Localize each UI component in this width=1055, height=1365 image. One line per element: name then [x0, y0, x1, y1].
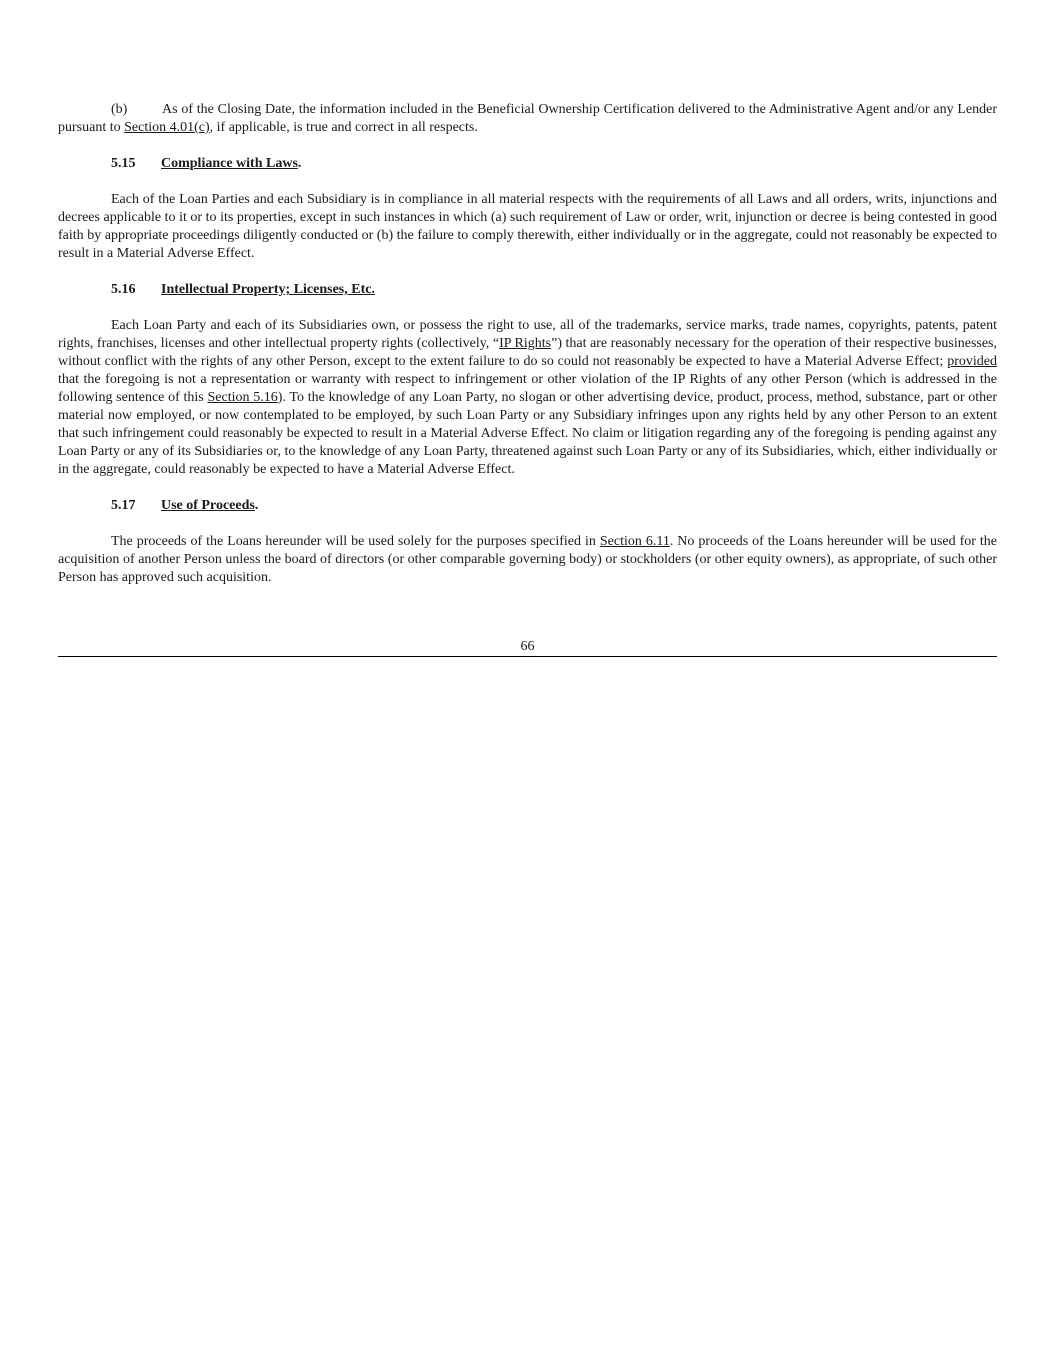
section-title: Intellectual Property; Licenses, Etc. — [161, 282, 375, 297]
clause-b: (b) As of the Closing Date, the information included in the Beneficial Ownership Certification delivered to the Administrative Agent and/or any Lender pursuant to Section 4.01(c), if applicable, is true and correct in all respects. — [58, 102, 997, 135]
section-5-15-body: Each of the Loan Parties and each Subsidiary is in compliance in all material respects with the requirements of all Laws and all orders, writs, injunctions and decrees applicable to it or to its properties, except in such instances in which (a) such requirement of Law or order, writ, injunction or decree is being contested in good faith by appropriate proceedings diligently conducted or (b) the failure to comply therewith, either individually or in the aggregate, could not reasonably be expected to result in a Material Adverse Effect. — [58, 192, 997, 261]
page-number: 66 — [520, 639, 535, 654]
section-5-17-body: The proceeds of the Loans hereunder will be used solely for the purposes specified in Section 6.11. No proceeds of the Loans hereunder will be used for the acquisition of another Person unless the board of directors (or other comparable governing body) or stockholders (or other equity owners), as appropriate, of such other Person has approved such acquisition. — [58, 534, 997, 585]
clause-b-tag: (b) — [111, 102, 128, 117]
provided-term: provided — [947, 354, 997, 369]
section-5-16-body: Each Loan Party and each of its Subsidiaries own, or possess the right to use, all of the trademarks, service marks, trade names, copyrights, patents, patent rights, franchises, licenses and other intellectual property rights (collectively, “IP Rights”) that are reasonably necessary for the operation of their respective businesses, without conflict with the rights of any other Person, except to the extent failure to do so could not reasonably be expected to have a Material Adverse Effect; provided that the foregoing is not a representation or warranty with respect to infringement or other violation of the IP Rights of any other Person (which is addressed in the following sentence of this Section 5.16). To the knowledge of any Loan Party, no slogan or other advertising device, product, process, method, substance, part or other material now employed, or now contemplated to be employed, by such Loan Party or any Subsidiary infringes upon any rights held by any other Person to an extent that such infringement could reasonably be expected to result in a Material Adverse Effect. No claim or litigation regarding any of the foregoing is pending against any Loan Party or any of its Subsidiaries or, to the knowledge of any Loan Party, threatened against such Loan Party or any of its Subsidiaries, which, either individually or in the aggregate, could reasonably be expected to have a Material Adverse Effect. — [58, 318, 998, 477]
ip-rights-defined-term: IP Rights — [499, 336, 552, 351]
section-5-17-heading: 5.17 Use of Proceeds. — [111, 498, 259, 513]
section-title: Compliance with Laws — [161, 156, 298, 171]
section-number: 5.15 — [111, 156, 136, 171]
section-6-11-reference[interactable]: Section 6.11 — [599, 534, 670, 549]
section-5-16-reference[interactable]: Section 5.16 — [207, 390, 278, 405]
footer-divider — [58, 656, 997, 657]
document-page — [58, 101, 997, 605]
section-number: 5.16 — [111, 282, 136, 297]
section-number: 5.17 — [111, 498, 136, 513]
section-4-01c-reference[interactable]: Section 4.01(c) — [124, 120, 210, 135]
section-5-15-heading: 5.15 Compliance with Laws. — [111, 156, 302, 171]
section-5-16-heading — [111, 281, 997, 299]
section-title: Use of Proceeds — [161, 498, 255, 513]
